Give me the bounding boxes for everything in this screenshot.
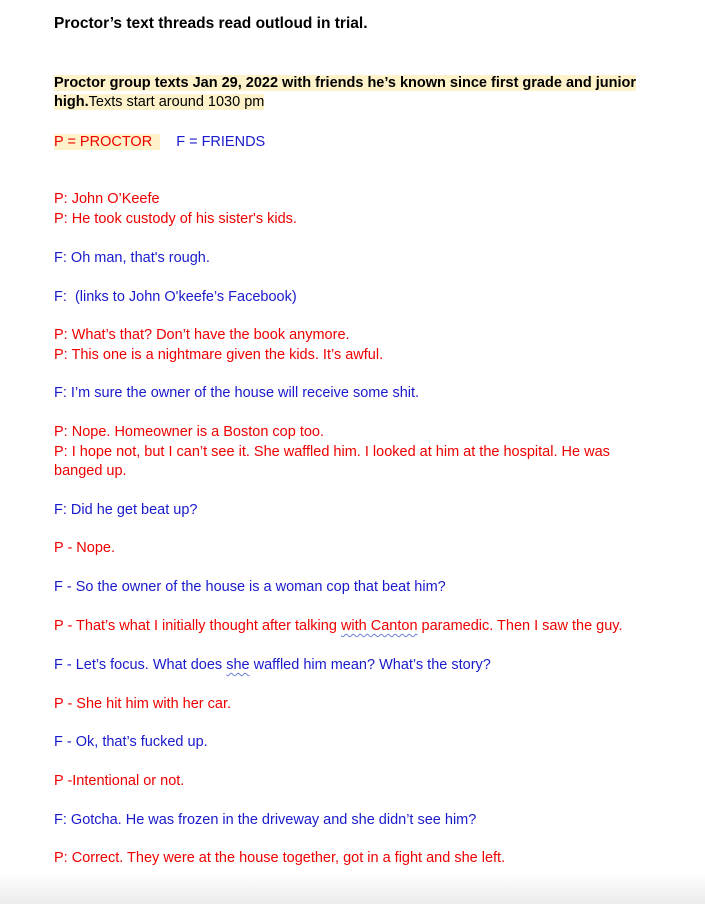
message-block xyxy=(54,326,654,365)
message-line: P - Nope. xyxy=(54,540,115,556)
intro-rest-text: Texts start around 1030 pm xyxy=(88,94,265,110)
message-line: P: I hope not, but I can’t see it. She waffled him. I looked at him at the hospital. He was banged up. xyxy=(54,443,610,479)
message-block xyxy=(54,695,654,715)
message-line: F: Gotcha. He was frozen in the driveway and she didn’t see him? xyxy=(54,812,477,828)
message-block xyxy=(54,249,654,269)
message-line: F: (links to John O'keefe’s Facebook) xyxy=(54,289,297,305)
legend-proctor: P = PROCTOR xyxy=(54,134,160,150)
document-title: Proctor’s text threads read outloud in trial. xyxy=(54,15,368,32)
message-line: P: This one is a nightmare given the kids. It’s awful. xyxy=(54,346,384,363)
message-text: waffled him mean? What’s the story? xyxy=(249,657,491,673)
message-line: P: Correct. They were at the house together, got in a fight and she left. xyxy=(54,850,506,866)
spellcheck-marked-text: she xyxy=(226,657,250,673)
message-block xyxy=(54,423,654,482)
legend-friends: F = FRIENDS xyxy=(176,134,266,150)
message-block xyxy=(54,190,654,229)
message-block xyxy=(54,733,654,753)
message-line xyxy=(54,617,654,637)
message-line: F: I’m sure the owner of the house will receive some shit. xyxy=(54,385,420,401)
message-text: P - That’s what I initially thought after talking xyxy=(54,618,341,634)
message-line: P: John O’Keefe xyxy=(54,191,160,207)
message-line: P: He took custody of his sister's kids. xyxy=(54,210,297,227)
message-block xyxy=(54,578,654,598)
message-line: F - Ok, that’s fucked up. xyxy=(54,734,208,750)
message-block xyxy=(54,617,654,637)
intro-paragraph xyxy=(54,74,674,112)
message-line: F: Did he get beat up? xyxy=(54,502,198,518)
message-block xyxy=(54,849,654,869)
spellcheck-marked-text: with Canton xyxy=(340,618,418,634)
message-block xyxy=(54,539,654,559)
page-bottom-shadow xyxy=(0,872,705,904)
message-block xyxy=(54,501,654,521)
message-block xyxy=(54,811,654,831)
message-block xyxy=(54,288,654,308)
message-text: paramedic. Then I saw the guy. xyxy=(417,618,623,634)
message-line: P -Intentional or not. xyxy=(54,773,185,789)
message-line: P - She hit him with her car. xyxy=(54,696,232,712)
message-block xyxy=(54,772,654,792)
intro-bold-text: Proctor group texts Jan 29, 2022 with friends he’s known since first grade and junior high. xyxy=(54,75,637,110)
message-line: F: Oh man, that's rough. xyxy=(54,250,210,266)
message-line: P: Nope. Homeowner is a Boston cop too. xyxy=(54,424,325,440)
speaker-legend xyxy=(54,133,265,151)
message-block xyxy=(54,384,654,404)
message-line: P: What’s that? Don’t have the book anymore. xyxy=(54,327,350,343)
message-line: F - So the owner of the house is a woman cop that beat him? xyxy=(54,579,446,595)
message-line xyxy=(54,656,654,676)
message-block xyxy=(54,656,654,676)
message-text: F - Let’s focus. What does xyxy=(54,657,227,673)
